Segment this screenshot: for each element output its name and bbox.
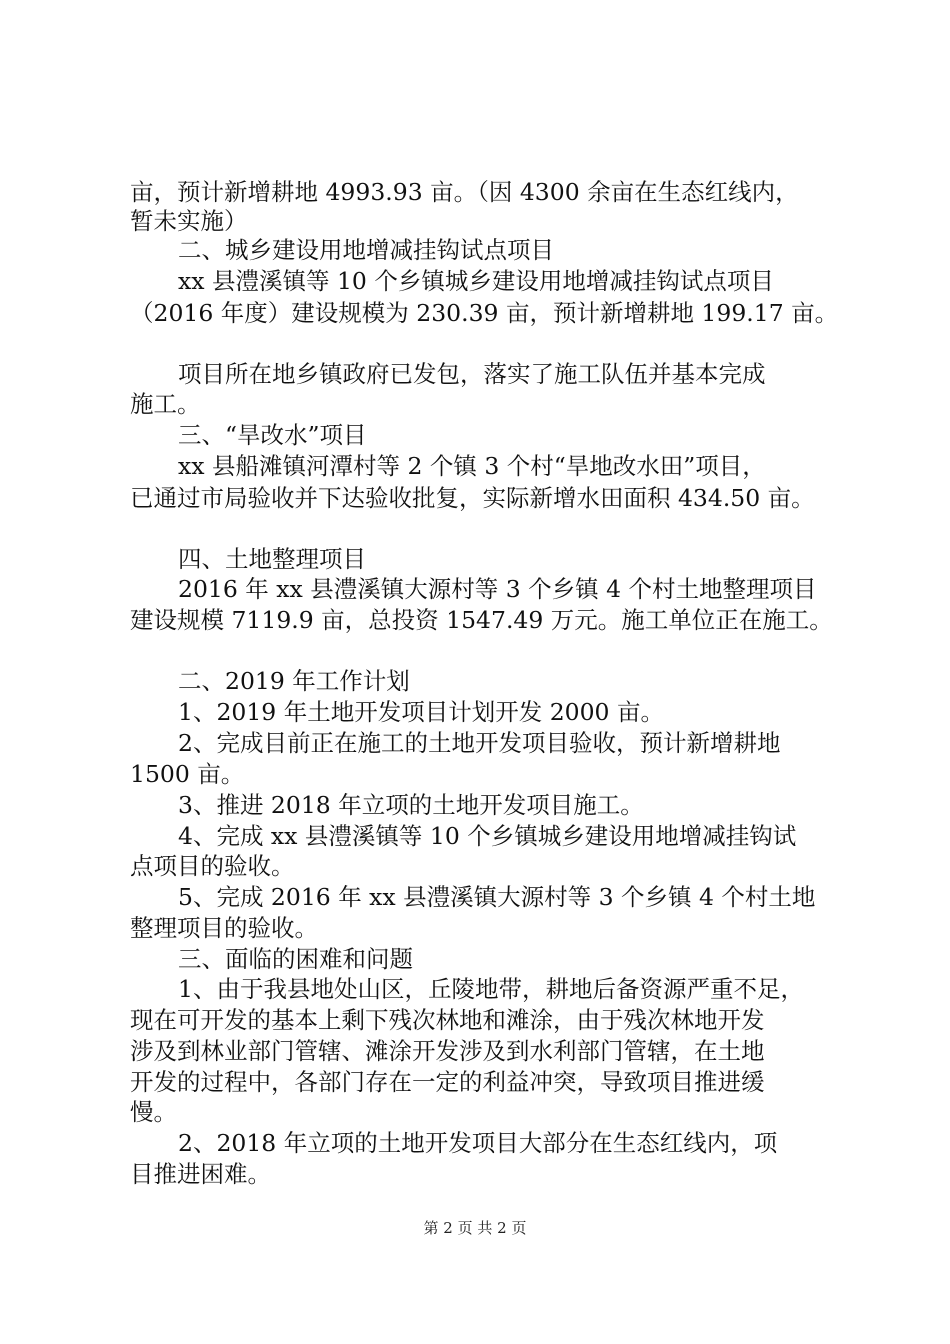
- text-line: 慢。: [130, 1098, 177, 1126]
- text-line: 点项目的验收。: [130, 852, 295, 880]
- list-item: 1、2019 年土地开发项目计划开发 2000 亩。: [178, 698, 664, 726]
- text-line: 亩，预计新增耕地 4993.93 亩。（因 4300 余亩在生态红线内，: [130, 178, 799, 206]
- text-line: 开发的过程中，各部门存在一定的利益冲突，导致项目推进缓: [130, 1068, 765, 1096]
- section-heading: 三、“旱改水”项目: [178, 421, 367, 449]
- text-line: 项目所在地乡镇政府已发包，落实了施工队伍并基本完成: [178, 360, 766, 388]
- list-item: 5、完成 2016 年 xx 县澧溪镇大源村等 3 个乡镇 4 个村土地: [178, 883, 816, 911]
- text-line: 已通过市局验收并下达验收批复，实际新增水田面积 434.50 亩。: [130, 484, 815, 512]
- text-line: 1500 亩。: [130, 760, 245, 788]
- list-item: 3、推进 2018 年立项的土地开发项目施工。: [178, 791, 644, 819]
- text-line: （2016 年度）建设规模为 230.39 亩，预计新增耕地 199.17 亩。: [130, 299, 839, 327]
- text-line: 整理项目的验收。: [130, 914, 318, 942]
- text-line: 涉及到林业部门管辖、滩涂开发涉及到水利部门管辖，在土地: [130, 1037, 765, 1065]
- list-item: 2、完成目前正在施工的土地开发项目验收，预计新增耕地: [178, 729, 781, 757]
- list-item: 4、完成 xx 县澧溪镇等 10 个乡镇城乡建设用地增减挂钩试: [178, 822, 797, 850]
- page-footer: 第 2 页 共 2 页: [423, 1219, 527, 1237]
- text-line: xx 县澧溪镇等 10 个乡镇城乡建设用地增减挂钩试点项目: [178, 267, 774, 295]
- list-item: 2、2018 年立项的土地开发项目大部分在生态红线内，项: [178, 1129, 778, 1157]
- list-item: 1、由于我县地处山区，丘陵地带，耕地后备资源严重不足，: [178, 975, 804, 1003]
- text-line: 施工。: [130, 390, 201, 418]
- text-line: 建设规模 7119.9 亩，总投资 1547.49 万元。施工单位正在施工。: [130, 606, 833, 634]
- text-line: xx 县船滩镇河潭村等 2 个镇 3 个村“旱地改水田”项目，: [178, 452, 766, 480]
- section-heading: 四、土地整理项目: [178, 545, 366, 573]
- text-line: 2016 年 xx 县澧溪镇大源村等 3 个乡镇 4 个村土地整理项目: [178, 575, 817, 603]
- text-line: 现在可开发的基本上剩下残次林地和滩涂，由于残次林地开发: [130, 1006, 765, 1034]
- section-heading: 三、面临的困难和问题: [178, 945, 413, 973]
- section-heading: 二、2019 年工作计划: [178, 667, 410, 695]
- text-line: 暂未实施）: [130, 207, 248, 235]
- text-line: 目推进困难。: [130, 1160, 271, 1188]
- section-heading: 二、城乡建设用地增减挂钩试点项目: [178, 236, 554, 264]
